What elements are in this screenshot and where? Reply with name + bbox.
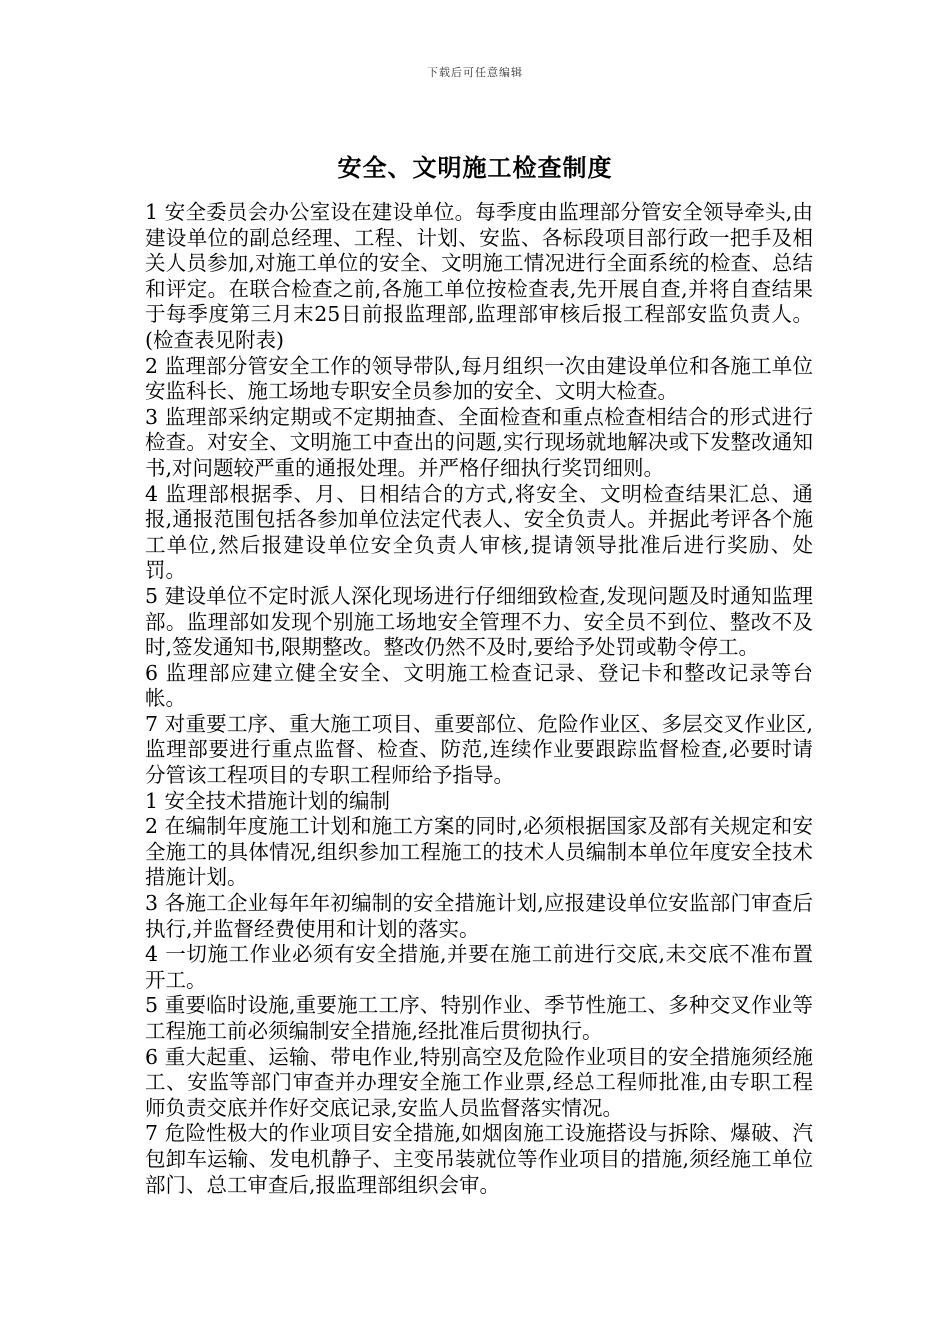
paragraph-9: 2 在编制年度施工计划和施工方案的同时,必须根据国家及部有关规定和安全施工的具体情况,组织参加工程施工的技术人员编制本单位年度安全技术措施计划。 — [145, 814, 813, 890]
paragraph-1: 1 安全委员会办公室设在建设单位。每季度由监理部分管安全领导牵头,由建设单位的副总经理、工程、计划、安监、各标段项目部行政一把手及相关人员参加,对施工单位的安全、文明施工情况进行全面系统的检查、总结和评定。在联合检查之前,各施工单位按检查表,先开展自查,并将自查结果于每季度第三月末25日前报监理部,监理部审核后报工程部安监负责人。(检查表见附表) — [145, 200, 813, 352]
paragraph-11: 4 一切施工作业必须有安全措施,并要在施工前进行交底,未交底不准布置开工。 — [145, 942, 813, 992]
paragraph-2: 2 监理部分管安全工作的领导带队,每月组织一次由建设单位和各施工单位安监科长、施工场地专职安全员参加的安全、文明大检查。 — [145, 353, 813, 404]
paragraph-3: 3 监理部采纳定期或不定期抽查、全面检查和重点检查相结合的形式进行检查。对安全、文明施工中查出的问题,实行现场就地解决或下发整改通知书,对问题较严重的通报处理。并严格仔细执行奖罚细则。 — [145, 404, 813, 480]
paragraph-6: 6 监理部应建立健全安全、文明施工检查记录、登记卡和整改记录等台帐。 — [145, 660, 813, 711]
paragraph-13: 6 重大起重、运输、带电作业,特别高空及危险作业项目的安全措施须经施工、安监等部门审查并办理安全施工作业票,经总工程师批准,由专职工程师负责交底并作好交底记录,安监人员监督落实情况。 — [145, 1044, 813, 1120]
paragraph-5: 5 建设单位不定时派人深化现场进行仔细细致检查,发现问题及时通知监理部。监理部如发现个别施工场地安全管理不力、安全员不到位、整改不及时,签发通知书,限期整改。整改仍然不及时,要给予处罚或勒令停工。 — [145, 583, 813, 660]
paragraph-7: 7 对重要工序、重大施工项目、重要部位、危险作业区、多层交叉作业区,监理部要进行重点监督、检查、防范,连续作业要跟踪监督检查,必要时请分管该工程项目的专职工程师给予指导。 — [145, 711, 813, 788]
document-body — [145, 200, 813, 1198]
paragraph-4: 4 监理部根据季、月、日相结合的方式,将安全、文明检查结果汇总、通报,通报范围包括各参加单位法定代表人、安全负责人。并据此考评各个施工单位,然后报建设单位安全负责人审核,提请领导批准后进行奖励、处罚。 — [145, 481, 813, 583]
paragraph-10: 3 各施工企业每年年初编制的安全措施计划,应报建设单位安监部门审查后执行,并监督经费使用和计划的落实。 — [145, 891, 813, 941]
paragraph-12: 5 重要临时设施,重要施工工序、特别作业、季节性施工、多种交叉作业等工程施工前必须编制安全措施,经批准后贯彻执行。 — [145, 993, 813, 1043]
section-heading-safety-plan: 1 安全技术措施计划的编制 — [145, 788, 391, 813]
header-note: 下载后可任意编辑 — [427, 66, 523, 79]
document-title: 安全、文明施工检查制度 — [337, 154, 613, 182]
paragraph-14: 7 危险性极大的作业项目安全措施,如烟囱施工设施搭设与拆除、爆破、汽包卸车运输、发电机静子、主变吊装就位等作业项目的措施,须经施工单位部门、总工审查后,报监理部组织会审。 — [145, 1121, 813, 1197]
